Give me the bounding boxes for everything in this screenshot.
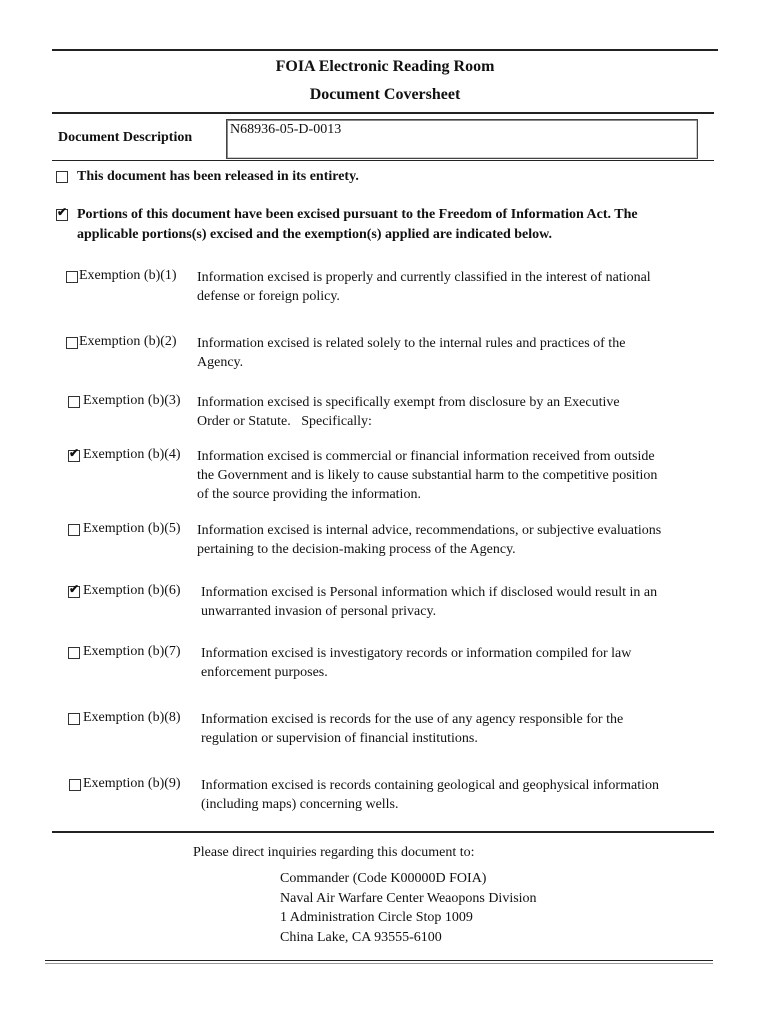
exemption-description-line: Information excised is specifically exempt from disclosure by an Executive	[197, 395, 620, 410]
check-icon: ✔	[57, 205, 68, 219]
exemption-checkbox[interactable]	[68, 524, 80, 536]
exemption-description-line: the Government and is likely to cause substantial harm to the competitive position	[197, 468, 658, 483]
exemption-description-line: (including maps) concerning wells.	[201, 797, 399, 812]
exemption-description	[197, 393, 717, 431]
exemption-label: Exemption (b)(8)	[83, 710, 181, 725]
release-option-text	[77, 205, 638, 245]
address-line: Naval Air Warfare Center Weaopons Division	[280, 890, 537, 906]
release-option-line: This document has been released in its entirety.	[77, 169, 359, 184]
exemption-checkbox[interactable]	[68, 446, 80, 462]
exemption-description-line: Information excised is records containing geological and geophysical information	[201, 778, 659, 793]
inquiry-text: Please direct inquiries regarding this document to:	[193, 845, 475, 860]
exemption-description-line: Order or Statute. Specifically:	[197, 414, 372, 429]
exemption-label: Exemption (b)(4)	[83, 447, 181, 462]
exemption-description	[201, 644, 721, 682]
release-option-checkbox[interactable]	[56, 171, 68, 183]
exemption-checkbox[interactable]	[68, 713, 80, 725]
header-divider	[52, 112, 714, 114]
exemption-checkbox[interactable]	[68, 582, 80, 598]
description-value: N68936-05-D-0013	[230, 122, 342, 137]
exemption-description-line: Information excised is Personal information which if disclosed would result in an	[201, 585, 658, 600]
exemption-label: Exemption (b)(6)	[83, 583, 181, 598]
exemption-description	[197, 268, 717, 306]
description-label: Document Description	[58, 130, 193, 145]
exemption-description-line: Information excised is investigatory records or information compiled for law	[201, 646, 632, 661]
exemption-description	[197, 447, 717, 504]
address-block	[280, 869, 537, 947]
exemption-checkbox[interactable]	[66, 271, 78, 283]
address-line: 1 Administration Circle Stop 1009	[280, 910, 473, 925]
release-option-checkbox[interactable]	[56, 205, 68, 221]
bottom-rule	[45, 960, 713, 961]
exemption-description	[201, 710, 721, 748]
top-rule	[52, 49, 718, 51]
exemption-description-line: enforcement purposes.	[201, 665, 328, 680]
exemption-label: Exemption (b)(2)	[79, 334, 177, 349]
description-divider	[52, 160, 714, 161]
exemption-checkbox[interactable]	[69, 779, 81, 791]
exemption-label: Exemption (b)(5)	[83, 521, 181, 536]
exemption-checkbox[interactable]	[68, 647, 80, 659]
exemption-description-line: pertaining to the decision-making process of the Agency.	[197, 542, 516, 557]
exemption-checkbox[interactable]	[68, 396, 80, 408]
exemption-label: Exemption (b)(7)	[83, 644, 181, 659]
exemption-description	[201, 776, 721, 814]
release-option-line: Portions of this document have been excised pursuant to the Freedom of Information Act. The	[77, 207, 638, 222]
exemption-label: Exemption (b)(9)	[83, 776, 181, 791]
address-line: China Lake, CA 93555-6100	[280, 929, 442, 945]
exemption-label: Exemption (b)(1)	[79, 268, 177, 283]
exemption-description	[197, 521, 717, 559]
exemption-description-line: Information excised is related solely to the internal rules and practices of the	[197, 336, 626, 351]
exemption-label: Exemption (b)(3)	[83, 393, 181, 408]
exemption-description-line: unwarranted invasion of personal privacy.	[201, 604, 437, 619]
check-icon: ✔	[69, 446, 80, 460]
bottom-rule-2	[45, 963, 713, 964]
exemption-description-line: regulation or supervision of financial institutions.	[201, 731, 478, 746]
exemption-description-line: Information excised is commercial or financial information received from outside	[197, 449, 655, 464]
exemption-description-line: of the source providing the information.	[197, 487, 421, 502]
exemption-description-line: Agency.	[197, 355, 244, 370]
exemption-description	[197, 334, 717, 372]
page-title: FOIA Electronic Reading Room	[275, 58, 495, 75]
release-option-text	[77, 167, 359, 187]
release-option-line: applicable portions(s) excised and the exemption(s) applied are indicated below.	[77, 227, 552, 242]
address-line: Commander (Code K00000D FOIA)	[280, 871, 487, 886]
footer-divider	[52, 831, 714, 833]
check-icon: ✔	[69, 582, 80, 596]
exemption-description-line: defense or foreign policy.	[197, 289, 340, 304]
exemption-description	[201, 583, 721, 621]
exemption-description-line: Information excised is records for the use of any agency responsible for the	[201, 712, 624, 727]
exemption-description-line: Information excised is properly and currently classified in the interest of national	[197, 270, 651, 285]
exemption-checkbox[interactable]	[66, 337, 78, 349]
page-subtitle: Document Coversheet	[309, 86, 461, 103]
exemption-description-line: Information excised is internal advice, recommendations, or subjective evaluations	[197, 523, 662, 538]
